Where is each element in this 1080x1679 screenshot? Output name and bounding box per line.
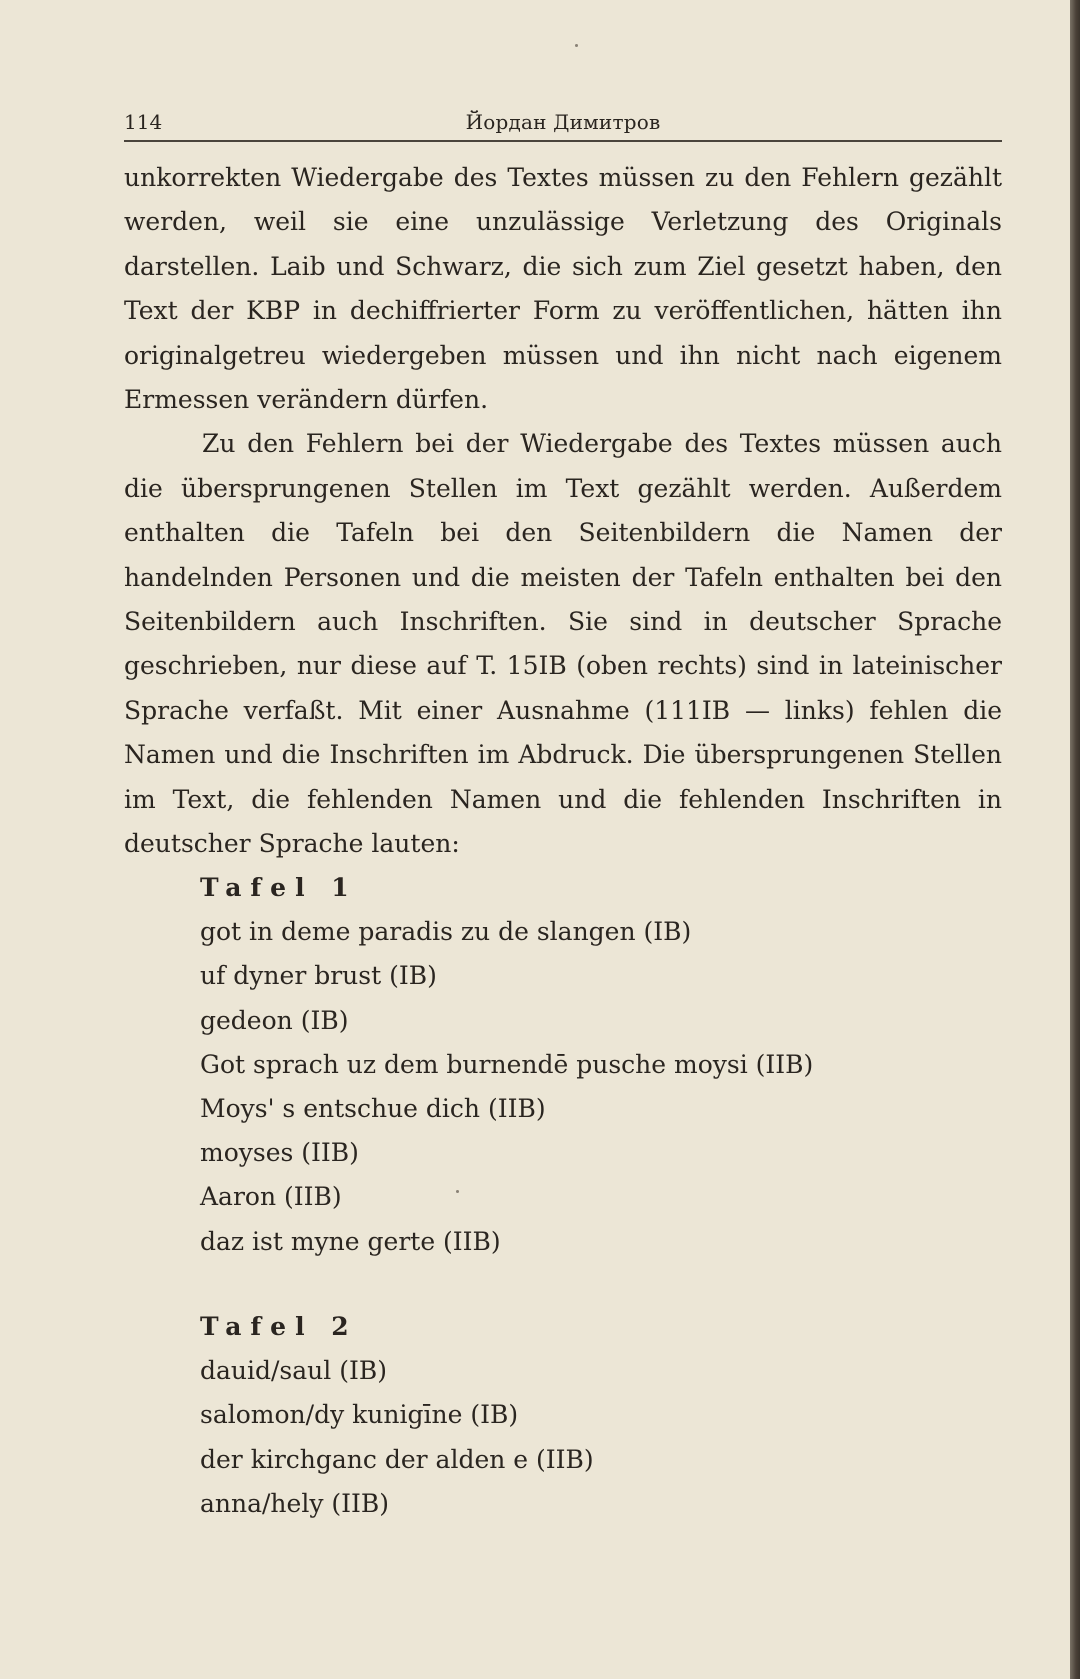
inscription-line: anna/hely (IIB) [200,1488,390,1518]
inscription-line: uf dyner brust (IB) [200,961,437,991]
paragraph: unkorrekten Wiedergabe des Textes müssen zu den Fehlern gezählt werden, weil sie eine unzulässige Verletzung des Originals darstellen. Laib und Schwarz, die sich zum Ziel gesetzt haben, den Text der KBP in dechiffrierter Form zu veröffentlichen, hätten ihn originalgetreu wiedergeben müssen und ihn nicht nach eigenem Ermessen verändern dürfen. [124,163,1002,415]
speck [575,44,578,47]
page-edge [1070,0,1080,1679]
inscription-line: Moys' s entschue dich (IIB) [200,1094,546,1124]
inscription-line: moyses (IIB) [200,1138,359,1168]
page-number: 114 [124,110,163,134]
running-head: Йордан Димитров [465,110,661,134]
inscription-line: salomon/dy kunigīne (IB) [200,1400,519,1430]
tafel-section [200,1305,960,1526]
inscription-line: got in deme paradis zu de slangen (IB) [200,917,692,947]
inscription-line: daz ist myne gerte (IIB) [200,1226,501,1256]
tafel-section [200,866,960,1264]
inscription-line: gedeon (IB) [200,1005,349,1035]
body-text [124,156,1002,867]
paragraph: Zu den Fehlern bei der Wiedergabe des Textes müssen auch die übersprungenen Stellen im Text gezählt werden. Außerdem enthalten die Tafeln bei den Seitenbildern die Namen der handelnden Personen und die meisten der Tafeln enthalten bei den Seitenbildern auch Inschriften. Sie sind in deutscher Sprache geschrieben, nur diese auf T. 15IB (oben rechts) sind in lateinischer Sprache verfaßt. Mit einer Ausnahme (111IB — links) fehlen die Namen und die Inschriften im Abdruck. Die übersprungenen Stellen im Text, die fehlenden Namen und die fehlenden Inschriften in deutscher Sprache lauten: [124,429,1002,859]
page-header [124,108,1002,142]
inscription-line: dauid/saul (IB) [200,1356,387,1386]
inscription-line: der kirchganc der alden e (IIB) [200,1444,594,1474]
inscription-line: Got sprach uz dem burnendē pusche moysi (IIB) [200,1049,814,1079]
tafel-heading: Tafel 1 [200,873,358,902]
tafel-heading: Tafel 2 [200,1312,358,1341]
inscription-line: Aaron (IIB) [200,1182,342,1212]
